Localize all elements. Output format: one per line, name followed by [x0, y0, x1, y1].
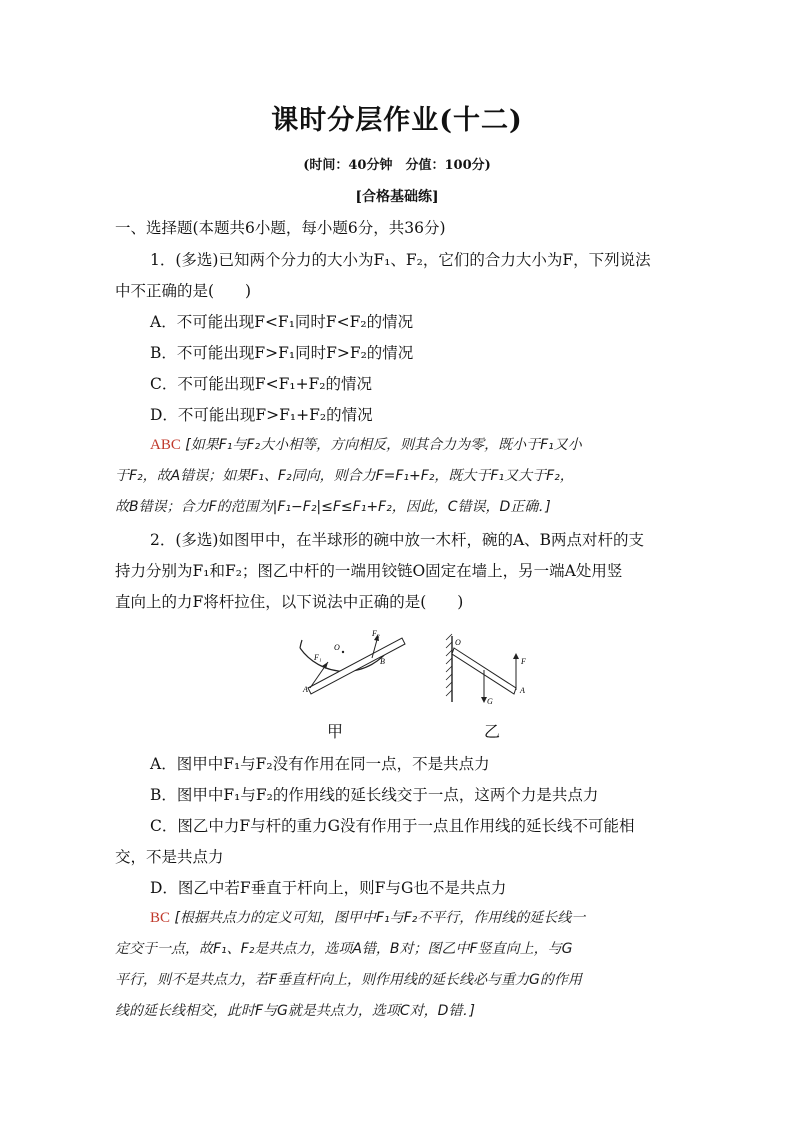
q2-option-b: B．图甲中F₁与F₂的作用线的延长线交于一点，这两个力是共点力: [150, 786, 599, 804]
center-o-dot: [342, 651, 344, 653]
label-a-right: A: [520, 686, 525, 695]
label-o-right: O: [455, 638, 461, 647]
page-title: 课时分层作业(十二): [271, 105, 523, 136]
time-score-info: (时间：40分钟 分值：100分): [303, 158, 491, 173]
q1-explanation-line3: 故B错误；合力F的范围为|F₁−F₂|≤F≤F₁+F₂，因此，C错误，D正确．]: [115, 499, 551, 515]
q1-option-a: A．不可能出现F<F₁同时F<F₂的情况: [150, 313, 414, 331]
part-heading: 一、选择题(本题共6小题，每小题6分，共36分): [115, 219, 446, 237]
q1-option-c: C．不可能出现F<F₁+F₂的情况: [150, 375, 373, 393]
q1-explanation-line2: 于F₂，故A错误；如果F₁、F₂同向，则合力F=F₁+F₂，既大于F₁又大于F₂，: [115, 468, 574, 484]
figure-caption-left: 甲: [327, 722, 344, 741]
section-heading: [合格基础练]: [355, 189, 439, 205]
q1-option-d: D．不可能出现F>F₁+F₂的情况: [150, 406, 373, 424]
q1-stem-line2: 中不正确的是( ): [115, 282, 252, 300]
q2-explanation-line4: 线的延长线相交，此时F与G就是共点力，选项C对，D错．]: [115, 1003, 475, 1019]
label-f1: F₁: [314, 653, 322, 662]
q2-option-c-line2: 交，不是共点力: [115, 848, 224, 866]
q2-explanation-line3: 平行，则不是共点力，若F垂直杆向上，则作用线的延长线必与重力G的作用: [115, 972, 582, 988]
q2-explain-text1: [根据共点力的定义可知，图甲中F₁与F₂不平行，作用线的延长线一: [174, 910, 586, 926]
q1-option-b: B．不可能出现F>F₁同时F>F₂的情况: [150, 344, 414, 362]
q1-explain-text1: [如果F₁与F₂大小相等，方向相反，则其合力为零，既小于F₁又小: [185, 437, 582, 453]
label-b: B: [380, 657, 385, 666]
q2-option-a: A．图甲中F₁与F₂没有作用在同一点，不是共点力: [150, 755, 490, 773]
label-f: F: [521, 657, 526, 666]
q2-explanation-line1: [150, 907, 585, 927]
figure-wall: [446, 634, 526, 706]
label-f2: F₂: [372, 629, 380, 638]
figure-bowl: [300, 629, 405, 694]
q2-stem-line1: 2．(多选)如图甲中，在半球形的碗中放一木杆，碗的A、B两点对杆的支: [150, 531, 645, 549]
q2-answer-key: BC: [150, 910, 171, 926]
q2-stem-line3: 直向上的力F将杆拉住，以下说法中正确的是( ): [115, 593, 464, 611]
q1-answer-key: ABC: [150, 437, 181, 453]
label-g: G: [487, 697, 493, 706]
figure-caption-right: 乙: [484, 722, 501, 741]
q1-stem-line1: 1．(多选)已知两个分力的大小为F₁、F₂，它们的合力大小为F，下列说法: [150, 251, 651, 269]
label-o-left: O: [334, 643, 340, 652]
q2-option-c-line1: C．图乙中力F与杆的重力G没有作用于一点且作用线的延长线不可能相: [150, 817, 635, 835]
q2-stem-line2: 持力分别为F₁和F₂；图乙中杆的一端用铰链O固定在墙上，另一端A处用竖: [115, 562, 623, 580]
label-a-left: A: [303, 685, 308, 694]
q2-explanation-line2: 定交于一点，故F₁、F₂是共点力，选项A错，B对；图乙中F竖直向上，与G: [115, 941, 573, 957]
q2-option-d: D．图乙中若F垂直于杆向上，则F与G也不是共点力: [150, 879, 507, 897]
